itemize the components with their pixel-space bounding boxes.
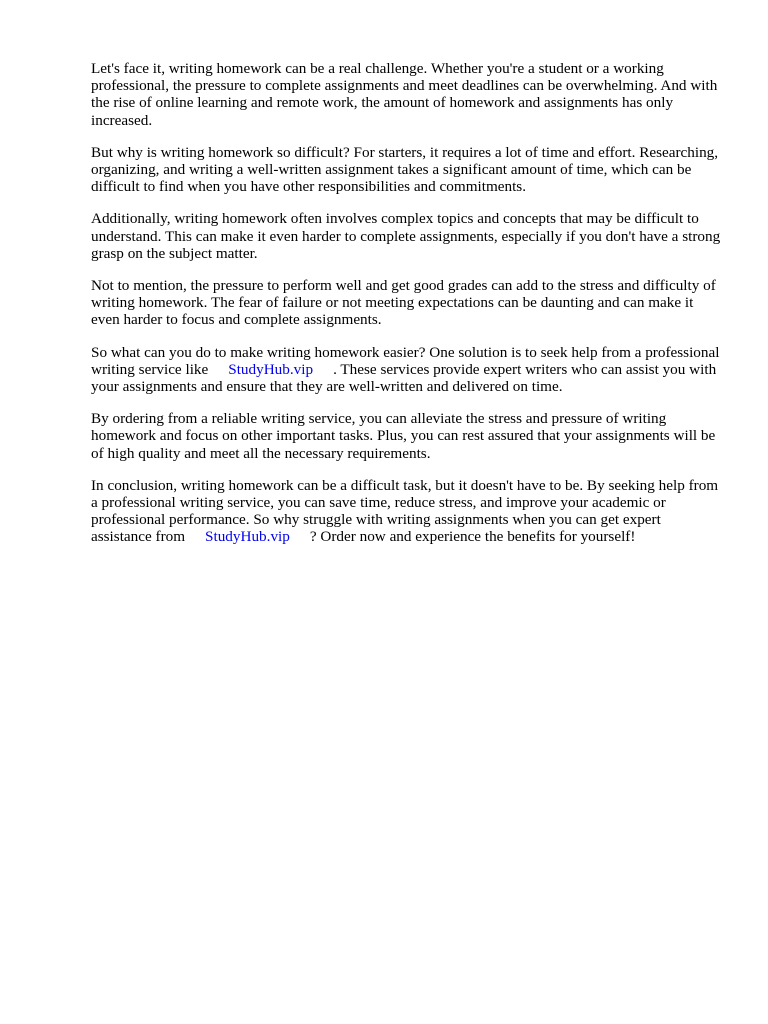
paragraph-complex-topics: Additionally, writing homework often involves complex topics and concepts that may be difficult to understand. This can make it even harder to complete assignments, especially if you don't have a strong grasp on the subject matter.	[91, 210, 721, 262]
paragraph-pressure: Not to mention, the pressure to perform well and get good grades can add to the stress and difficulty of writing homework. The fear of failure or not meeting expectations can be daunting and can make it even harder to focus and complete assignments.	[91, 277, 716, 329]
studyhub-link[interactable]: StudyHub.vip	[205, 528, 290, 546]
paragraph-reliable-service: By ordering from a reliable writing service, you can alleviate the stress and pressure of writing homework and focus on other important tasks. Plus, you can rest assured that your assignments will be of high quality and meet all the necessary requirements.	[91, 410, 716, 462]
paragraph-intro: Let's face it, writing homework can be a real challenge. Whether you're a student or a working professional, the pressure to complete assignments and meet deadlines can be overwhelming. And with the rise of online learning and remote work, the amount of homework and assignments has only increased.	[91, 60, 718, 129]
paragraph-solution-text-before: So what can you do to make writing homework easier? One solution is to seek help from a professional writing service like	[91, 343, 720, 378]
paragraph-conclusion-text-before: In conclusion, writing homework can be a difficult task, but it doesn't have to be. By seeking help from a professional writing service, you can save time, reduce stress, and improve your academic or professional performance. So why struggle with writing assignments when you can get expert assistance from	[91, 476, 719, 546]
document-body	[91, 60, 721, 561]
paragraph-conclusion	[91, 477, 721, 546]
paragraph-difficulty: But why is writing homework so difficult? For starters, it requires a lot of time and effort. Researching, organizing, and writing a well-written assignment takes a significant amount of time, which can be difficult to find when you have other responsibilities and commitments.	[91, 143, 719, 196]
paragraph-solution-text-after: . These services provide expert writers who can assist you with your assignments and ensure that they are well-written and delivered on time.	[91, 360, 717, 396]
paragraph-conclusion-text-after: ? Order now and experience the benefits for yourself!	[309, 528, 636, 546]
paragraph-solution	[91, 344, 721, 396]
studyhub-link[interactable]: StudyHub.vip	[228, 360, 314, 378]
